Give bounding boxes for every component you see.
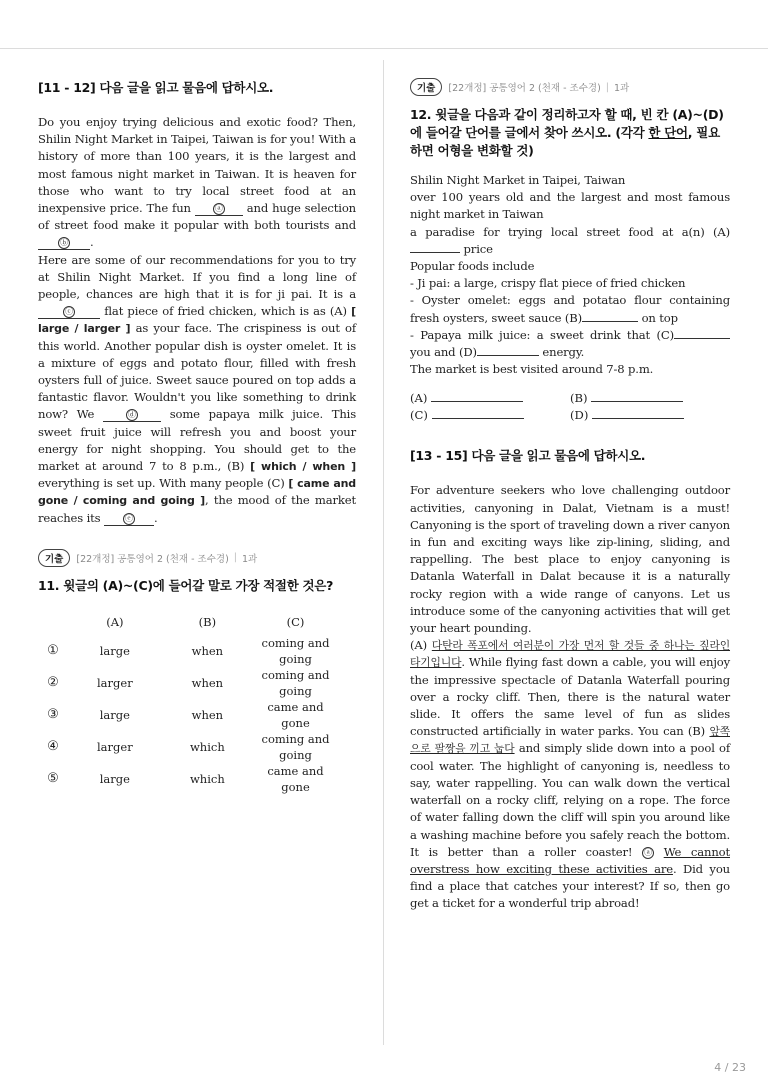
option-number[interactable]: ③ [47, 706, 59, 722]
passage-text: . Did you find a place that catches your interest? If so, then go get a ticket for a wonderful trip abroad! [410, 861, 730, 911]
summary-line: Shilin Night Market in Taipei, Taiwan [410, 173, 626, 187]
q11-options-table [38, 609, 338, 795]
blank-A [410, 252, 460, 253]
passage-text: Here are some of our recommendations for you to try at Shilin Night Market. If you find a long line of people, chances are high that it is for ji pai. It is a [38, 252, 356, 302]
summary-text: - Papaya milk juice: a sweet drink that (C) [410, 327, 674, 342]
mark-d: ⓓ [126, 409, 138, 421]
summary-text: you and (D) [410, 345, 477, 360]
answer-row-1 [410, 390, 730, 407]
q12-summary [410, 172, 730, 378]
summary-line: The market is best visited around 7-8 p.m. [410, 362, 654, 377]
passage-text: flat piece of fried chicken, which is as (A) [100, 304, 352, 319]
choice-b: [ which / when ] [250, 460, 356, 474]
section-heading-13-15: [13 - 15] 다음 글을 읽고 물음에 답하시오. [410, 448, 646, 464]
blank-e [104, 512, 154, 526]
option-row-5[interactable] [38, 763, 338, 795]
answer-b[interactable] [570, 390, 730, 407]
blank-a [195, 202, 243, 216]
answer-blank[interactable] [591, 401, 683, 402]
page-number: 4 / 23 [714, 1061, 746, 1074]
mark-a: ⓐ [213, 203, 225, 215]
answer-blank[interactable] [592, 418, 684, 419]
option-number[interactable]: ① [47, 642, 59, 658]
question-12-title [410, 106, 730, 160]
option-a: large [99, 771, 130, 786]
passage-text: . [90, 235, 94, 250]
blank-D [477, 355, 539, 356]
summary-text: price [460, 241, 493, 256]
blank-c [38, 305, 100, 319]
summary-line: - Ji pai: a large, crispy flat piece of fried chicken [410, 276, 686, 291]
option-a: large [99, 707, 130, 722]
underlined-b: 앞쪽으로 팔짱을 끼고 눕다 [410, 725, 730, 756]
answer-label: (C) [410, 408, 428, 423]
answer-blank[interactable] [431, 401, 523, 402]
answer-row-2 [410, 407, 730, 424]
passage-shilin [38, 114, 356, 527]
option-row-2[interactable] [38, 667, 338, 699]
choice-c: [ came and gone / coming and going ] [38, 477, 356, 508]
header-spacer [38, 609, 68, 635]
title-text: , 필요하면 어형을 변화할 것) [410, 125, 720, 158]
passage-text: and simply slide down into a pool of cool water. The highlight of canyoning is, needless to say, water rappelling. You can walk down the vertical waterfall on a rocky cliff, relying on a rope. The force of water falling down the cliff will spin you around like a washing machine before you safely reach the bottom. It is better than a roller coaster! [410, 741, 730, 859]
summary-line [410, 327, 730, 361]
option-b: which [189, 739, 225, 754]
passage-text: some papaya milk juice. This sweet fruit juice will refresh you and boost your energy for night shopping. You should get to the market at around 7 to 8 p.m., (B) [38, 407, 356, 474]
answer-a[interactable] [410, 390, 570, 407]
header-a: (A) [106, 614, 124, 629]
separator: | [605, 81, 609, 93]
exam-tag-badge: 기출 [410, 78, 442, 96]
blank-b [38, 236, 90, 250]
mark-b: ⓑ [58, 237, 70, 249]
blank-B [582, 321, 638, 322]
q11-source-line [38, 549, 356, 567]
passage-text: . [153, 510, 158, 525]
option-b: when [191, 675, 224, 690]
header-b: (B) [198, 614, 217, 629]
choice-a: [ large / larger ] [38, 305, 356, 336]
option-c: came and gone [267, 763, 324, 794]
answer-label: (D) [570, 408, 589, 423]
summary-line: Popular foods include [410, 259, 535, 274]
source-text: [22개정] 공통영어 2 (천재 - 조수경) [76, 553, 229, 565]
q12-source-line [410, 78, 730, 96]
underlined-a: 다탄라 폭포에서 여러분이 가장 먼저 할 것들 중 하나는 짚라인 타기입니다 [410, 639, 731, 670]
separator: | [233, 552, 237, 564]
option-c: coming and going [261, 731, 330, 762]
source-text: [22개정] 공통영어 2 (천재 - 조수경) [448, 83, 601, 94]
summary-line [410, 292, 730, 326]
option-number[interactable]: ⑤ [47, 770, 59, 786]
right-column [410, 78, 730, 913]
option-number[interactable]: ② [47, 674, 59, 690]
lesson-text: 1과 [614, 83, 630, 94]
summary-line [410, 224, 730, 258]
exam-tag-badge: 기출 [38, 549, 70, 567]
mark-e: ⓔ [123, 513, 135, 525]
blank-C [674, 338, 730, 339]
passage-paragraph-1 [38, 114, 356, 252]
answer-label: (A) [410, 391, 428, 406]
passage-canyoning [410, 482, 730, 912]
answer-c[interactable] [410, 407, 570, 424]
summary-text: energy. [538, 345, 585, 360]
summary-line: over 100 years old and the largest and most famous night market in Taiwan [410, 190, 730, 222]
passage-text: , the mood of the market reaches its [38, 493, 356, 525]
title-underlined: 한 단어 [648, 125, 688, 140]
option-c: coming and going [261, 667, 330, 698]
mark-c: ⓒ [63, 306, 75, 318]
option-b: when [191, 643, 224, 658]
answer-label: (B) [570, 391, 588, 406]
section-heading-11-12: [11 - 12] 다음 글을 읽고 물음에 답하시오. [38, 80, 274, 95]
column-divider [383, 60, 384, 1045]
option-a: larger [97, 675, 133, 690]
passage-text: everything is set up. With many people (C) [38, 476, 289, 491]
header-c: (C) [286, 614, 305, 629]
lesson-text: 1과 [242, 553, 258, 565]
answer-d[interactable] [570, 407, 730, 424]
passage-text: . While flying fast down a cable, you will enjoy the impressive spectacle of Datanla Waterfall pouring over a rocky cliff. Then, there is the natural water slide. It offers the same level of fun as slides constructed artificially in water parks. You can (B) [410, 655, 730, 739]
mark-a: ⓐ [642, 847, 654, 859]
passage-text: (A) [410, 638, 432, 653]
passage-text: and huge selection of street food make it popular with both tourists and [38, 201, 356, 233]
options-header-row [38, 609, 338, 635]
blank-d [103, 408, 161, 422]
left-column [38, 78, 356, 795]
option-a: larger [97, 739, 133, 754]
option-row-1[interactable] [38, 635, 338, 667]
option-c: coming and going [261, 635, 330, 666]
option-row-4[interactable] [38, 731, 338, 763]
option-b: when [191, 707, 224, 722]
option-number[interactable]: ④ [47, 738, 59, 754]
underlined-sentence-a: We cannot overstress how exciting these activities are [410, 844, 730, 876]
title-text: 12. 윗글을 다음과 같이 정리하고자 할 때, 빈 칸 (A)~(D)에 들어갈 단어를 글에서 찾아 쓰시오. (각각 [410, 107, 724, 140]
question-11-title: 11. 윗글의 (A)~(C)에 들어갈 말로 가장 적절한 것은? [38, 577, 334, 593]
summary-text: a paradise for trying local street food at a(n) (A) [410, 224, 730, 239]
passage-text: Do you enjoy trying delicious and exotic food? Then, Shilin Night Market in Taipei, Taiwan is for you! With a history of more than 100 years, it is the largest and most famous night market in Taiwan. It is heaven for those who want to try local street food at an inexpensive price. The fun [38, 115, 356, 216]
option-row-3[interactable] [38, 699, 338, 731]
passage-paragraph-2 [410, 637, 730, 912]
passage-paragraph-1: For adventure seekers who love challenging outdoor activities, canyoning in Dalat, Vietnam is a must! Canyoning is the sport of traveling down a river canyon in fun and exciting ways like zip-lining, sliding, and rappelling. The best place to enjoy canyoning is Datanla Waterfall in Dalat because it is a naturally rocky region with a wide range of canyons. Let us introduce some of the canyoning activities that will get your heart pounding. [410, 483, 730, 636]
passage-text: as your face. The crispiness is out of this world. Another popular dish is oyster omelet. It is a mixture of eggs and potato flour, filled with fresh oysters full of juice. Sweet sauce poured on top adds a fantastic flavor. Wouldn't you like something to drink now? We [38, 321, 356, 422]
answer-blank[interactable] [432, 418, 524, 419]
summary-text: on top [638, 310, 678, 325]
option-c: came and gone [267, 699, 324, 730]
option-a: large [99, 643, 130, 658]
summary-text: - Oyster omelet: eggs and potatao flour containing fresh oysters, sweet sauce (B) [410, 293, 730, 325]
passage-paragraph-2 [38, 252, 356, 527]
header-rule [0, 48, 768, 49]
option-b: which [189, 771, 225, 786]
